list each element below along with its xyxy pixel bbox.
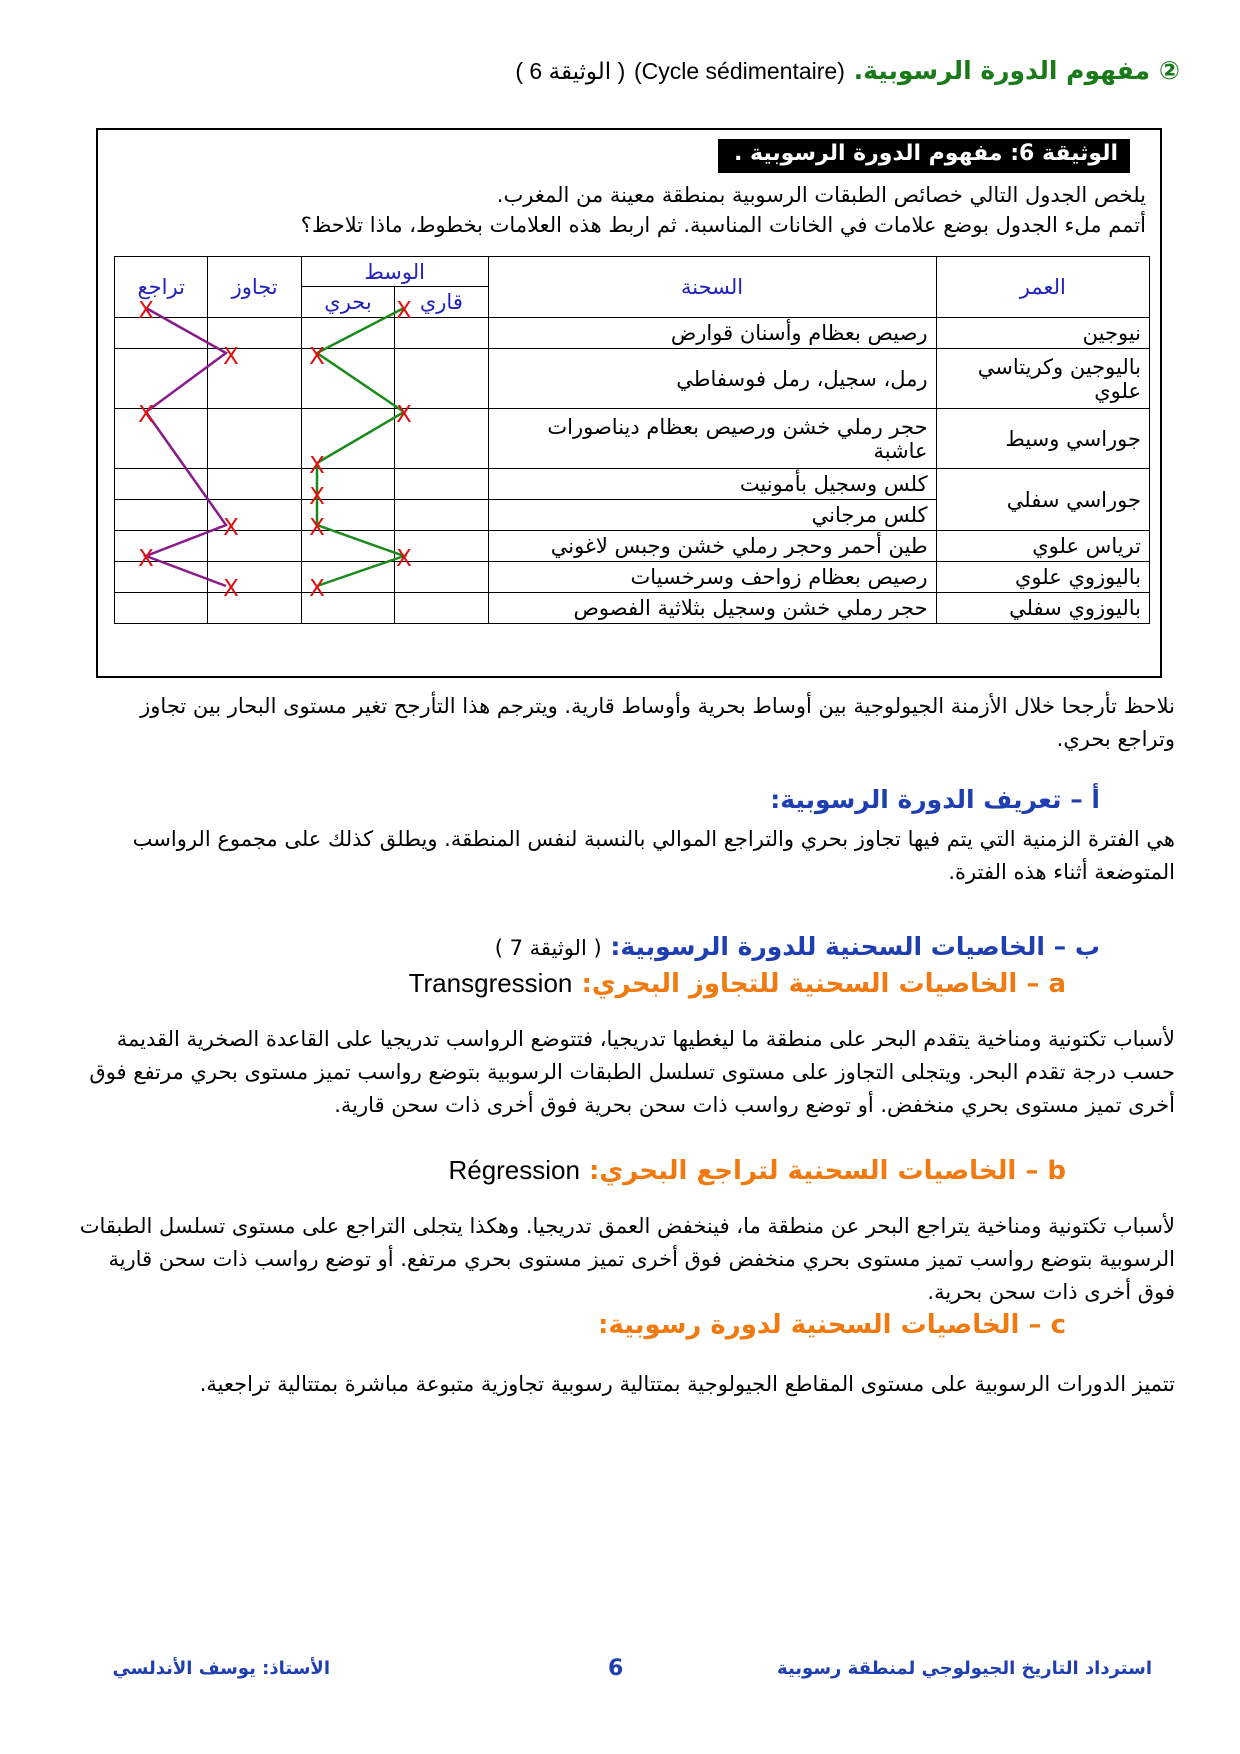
row-age: باليوجين وكريتاسي علوي	[936, 349, 1149, 409]
row-facies: كلس وسجيل بأمونيت	[488, 469, 936, 500]
table-row	[115, 318, 1150, 349]
sub-c-letter: c –	[1028, 1310, 1066, 1340]
observation-paragraph: نلاحظ تأرجحا خلال الأزمنة الجيولوجية بين أوساط بحرية وأوساط قارية. ويترجم هذا التأرجح تغير مستوى البحار بين تجاوز وتراجع بحري.	[140, 694, 1175, 751]
row-age: باليوزوي علوي	[936, 562, 1149, 593]
header-marine: بحري	[301, 287, 394, 318]
mark-x: X	[309, 344, 325, 370]
sub-a-letter: a –	[1026, 969, 1066, 999]
row-facies: طين أحمر وحجر رملي خشن وجبس لاغوني	[488, 531, 936, 562]
header-facies: السحنة	[488, 257, 936, 318]
intro-line-1: يلخص الجدول التالي خصائص الطبقات الرسوبية بمنطقة معينة من المغرب.	[496, 183, 1146, 207]
mark-x: X	[309, 515, 325, 541]
sub-a-title	[200, 968, 1066, 999]
header-continental: قاري	[395, 287, 488, 318]
mark-x: X	[138, 402, 154, 428]
mark-x: X	[223, 515, 239, 541]
section-b-title	[300, 932, 1100, 961]
intro-line-2: أتمم ملء الجدول بوضع علامات في الخانات المناسبة. ثم اربط هذه العلامات بخطوط، ماذا تلاحظ؟	[300, 213, 1146, 237]
sub-a-text: لأسباب تكتونية ومناخية يتقدم البحر على منطقة ما ليغطيها تدريجيا، فتتوضع الرواسب تدريجيا على القاعدة الصخرية القديمة حسب درجة تقدم البحر. ويتجلى التجاوز على مستوى تسلسل الطبقات الرسوبية بتوضع رواسب تميز مستوى بحري مرتفع فوق أخرى تميز مستوى بحري منخفض. أو توضع رواسب ذات سحن بحرية فوق أخرى ذات سحن قارية.	[89, 1027, 1175, 1117]
table-row	[115, 562, 1150, 593]
document-intro	[116, 180, 1146, 240]
mark-x: X	[309, 576, 325, 602]
mark-x: X	[309, 453, 325, 479]
header-regression: تراجع	[115, 257, 208, 318]
header-environment: الوسط	[301, 257, 488, 287]
sub-b-latin: Régression	[448, 1155, 580, 1185]
mark-x: X	[223, 576, 239, 602]
section-b-heading: ب – الخاصيات السحنية للدورة الرسوبية:	[610, 932, 1100, 961]
mark-x: X	[396, 298, 412, 324]
mark-x: X	[396, 402, 412, 428]
section-a-title: أ – تعريف الدورة الرسوبية:	[770, 785, 1100, 814]
sub-b-title	[200, 1155, 1066, 1186]
mark-x: X	[396, 546, 412, 572]
row-facies: حجر رملي خشن ورصيص بعظام ديناصورات عاشبة	[488, 409, 936, 469]
sediment-table	[114, 256, 1150, 624]
mark-x: X	[309, 484, 325, 510]
row-facies: كلس مرجاني	[488, 500, 936, 531]
table-row	[115, 349, 1150, 409]
sub-c-heading: الخاصيات السحنية لدورة رسوبية:	[597, 1310, 1020, 1340]
page-number: 6	[608, 1656, 624, 1681]
row-age: جوراسي سفلي	[936, 469, 1149, 531]
row-facies: رصيص بعظام زواحف وسرخسيات	[488, 562, 936, 593]
sub-b-text: لأسباب تكتونية ومناخية يتراجع البحر عن منطقة ما، فينخفض العمق تدريجيا. وهكذا يتجلى التراجع على مستوى تسلسل الطبقات الرسوبية بتوضع رواسب تميز مستوى بحري منخفض فوق أخرى تميز مستوى بحري مرتفع. أو توضع رواسب ذات سحن قارية فوق أخرى ذات سحن بحرية.	[79, 1214, 1175, 1304]
header-transgression: تجاوز	[208, 257, 301, 318]
table-row	[115, 531, 1150, 562]
sub-b-letter: b –	[1025, 1156, 1066, 1186]
row-age: ترياس علوي	[936, 531, 1149, 562]
row-age: باليوزوي سفلي	[936, 593, 1149, 624]
heading-title: مفهوم الدورة الرسوبية.	[853, 56, 1151, 85]
section-b-ref: ( الوثيقة 7 )	[494, 936, 602, 960]
row-age: جوراسي وسيط	[936, 409, 1149, 469]
document-box	[96, 128, 1162, 678]
row-facies: رصيص بعظام وأسنان قوارض	[488, 318, 936, 349]
sub-b-heading: الخاصيات السحنية لتراجع البحري:	[589, 1156, 1017, 1186]
document-title: الوثيقة 6: مفهوم الدورة الرسوبية .	[718, 139, 1130, 173]
sub-c-text: تتميز الدورات الرسوبية على مستوى المقاطع الجيولوجية بمتتالية رسوبية تجاوزية متبوعة مباشرة بمتتالية تراجعية.	[199, 1372, 1175, 1396]
heading-latin: (Cycle sédimentaire)	[633, 58, 845, 84]
table-row	[115, 409, 1150, 469]
row-facies: رمل، سجيل، رمل فوسفاطي	[488, 349, 936, 409]
footer-author: الأستاذ: يوسف الأندلسي	[112, 1658, 330, 1679]
mark-x: X	[138, 546, 154, 572]
table-row	[115, 469, 1150, 500]
heading-ref: ( الوثيقة 6 )	[515, 58, 626, 84]
section-a-text: هي الفترة الزمنية التي يتم فيها تجاوز بحري والتراجع الموالي بالنسبة لنفس المنطقة. ويطلق كذلك على مجموع الرواسب المتوضعة أثناء هذه الفترة.	[132, 827, 1175, 884]
sub-c-title	[200, 1310, 1066, 1340]
main-heading	[380, 56, 1180, 108]
row-age: نيوجين	[936, 318, 1149, 349]
heading-number: ②	[1158, 56, 1180, 85]
footer-title: استرداد التاريخ الجيولوجي لمنطقة رسوبية	[777, 1658, 1152, 1679]
mark-x: X	[223, 344, 239, 370]
table-row	[115, 593, 1150, 624]
mark-x: X	[138, 298, 154, 324]
header-age: العمر	[936, 257, 1149, 318]
row-facies: حجر رملي خشن وسجيل بثلاثية الفصوص	[488, 593, 936, 624]
sub-a-heading: الخاصيات السحنية للتجاوز البحري:	[581, 969, 1018, 999]
sub-a-latin: Transgression	[408, 968, 573, 998]
